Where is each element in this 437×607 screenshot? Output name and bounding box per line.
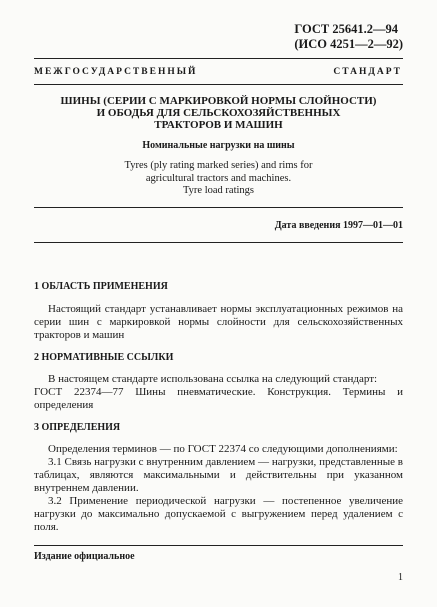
banner-divider xyxy=(34,84,403,85)
document-title xyxy=(40,95,397,131)
section-1-heading: 1 ОБЛАСТЬ ПРИМЕНЕНИЯ xyxy=(34,281,168,292)
title-divider xyxy=(34,207,403,208)
document-subtitle: Номинальные нагрузки на шины xyxy=(142,140,295,151)
section-3-paragraph-3: 3.2 Применение периодической нагрузки — постепенное увеличение нагрузки до максимально допускаемой с выгружением перед удалением с поля. xyxy=(34,495,403,533)
standard-type-banner: МЕЖГОСУДАРСТВЕННЫЙ СТАНДАРТ xyxy=(34,67,402,77)
section-2-paragraph-2: ГОСТ 22374—77 Шины пневматические. Конструкция. Термины и определения xyxy=(34,386,403,411)
top-divider xyxy=(34,58,403,59)
english-title xyxy=(40,160,397,198)
section-3-paragraph-2: 3.1 Связь нагрузки с внутренним давлением — нагрузки, представленные в таблицах, являются максимальными и действительны при указанном внутреннем давлении. xyxy=(34,456,403,494)
standard-code-block xyxy=(294,22,403,52)
english-title-line-1: Tyres (ply rating marked series) and rims for xyxy=(124,160,313,171)
title-line-1: ШИНЫ (СЕРИИ С МАРКИРОВКОЙ НОРМЫ СЛОЙНОСТИ) xyxy=(60,95,377,107)
section-2-heading: 2 НОРМАТИВНЫЕ ССЫЛКИ xyxy=(34,352,174,363)
section-3-paragraph-1: Определения терминов — по ГОСТ 22374 со следующими дополнениями: xyxy=(48,443,398,455)
standard-code: ГОСТ 25641.2—94 xyxy=(294,22,398,36)
page-number: 1 xyxy=(398,572,403,583)
date-divider xyxy=(34,242,403,243)
english-title-line-3: Tyre load ratings xyxy=(183,185,254,196)
footer-divider xyxy=(34,545,403,546)
title-line-2: И ОБОДЬЯ ДЛЯ СЕЛЬСКОХОЗЯЙСТВЕННЫХ xyxy=(96,107,341,119)
document-body xyxy=(34,280,403,534)
section-3-heading: 3 ОПРЕДЕЛЕНИЯ xyxy=(34,422,121,433)
section-2-paragraph-1: В настоящем стандарте использована ссылка на следующий стандарт: xyxy=(48,373,378,385)
title-line-3: ТРАКТОРОВ И МАШИН xyxy=(154,119,283,131)
english-title-line-2: agricultural tractors and machines. xyxy=(145,172,292,184)
section-1-paragraph: Настоящий стандарт устанавливает нормы эксплуатационных режимов на серии шин с маркировкой нормы слойности для сельскохозяйственных тракторов и машин xyxy=(34,303,403,341)
introduction-date: Дата введения 1997—01—01 xyxy=(274,220,403,231)
edition-label: Издание официальное xyxy=(34,551,135,562)
iso-code: (ИСО 4251—2—92) xyxy=(294,37,403,51)
